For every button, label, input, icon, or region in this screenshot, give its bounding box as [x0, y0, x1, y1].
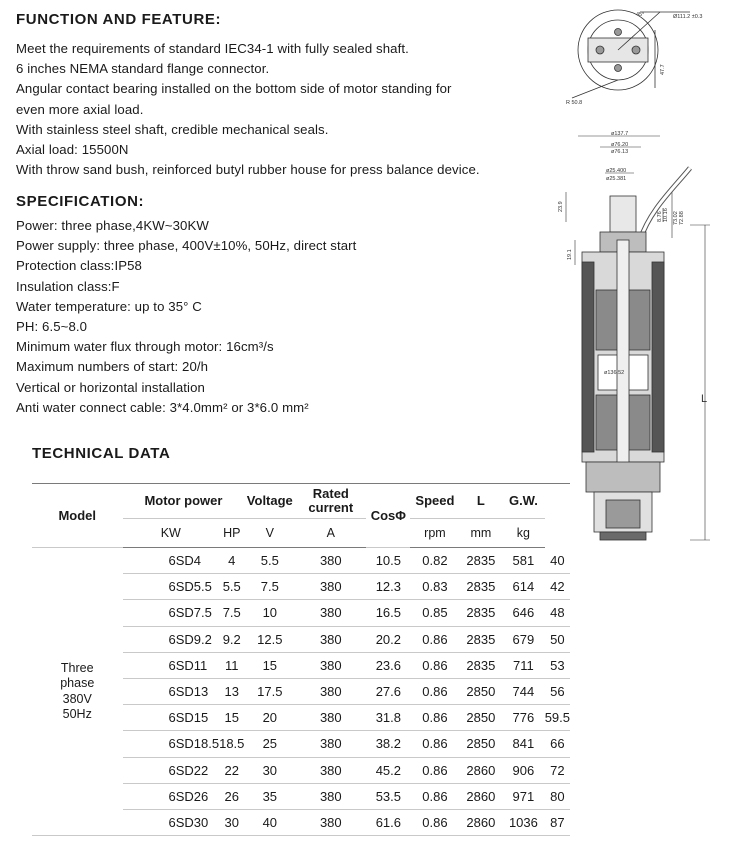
cell-speed: 2860: [460, 809, 503, 835]
specification-line: Minimum water flux through motor: 16cm³/s: [16, 339, 274, 355]
cell-model: 6SD13: [123, 678, 220, 704]
cell-length: 776: [502, 705, 545, 731]
drawing-label-23-9: 23.9: [558, 201, 564, 212]
cell-current: 27.6: [366, 678, 410, 704]
cell-cos: 0.86: [410, 705, 459, 731]
specification-line: PH: 6.5~8.0: [16, 319, 88, 335]
technical-data-heading: TECHNICAL DATA: [32, 445, 171, 462]
cell-hp: 30: [244, 757, 295, 783]
cell-kw: 7.5: [219, 600, 244, 626]
drawing-label-flange-diameter: Ø111.2 ±0.3: [673, 14, 703, 20]
function-list: [16, 39, 480, 180]
cell-kw: 11: [219, 652, 244, 678]
drawing-label-8-76: 8.76: [657, 211, 663, 222]
unit-kg: kg: [502, 519, 545, 548]
motor-technical-drawing: [555, 0, 730, 560]
cell-gw: 53: [545, 652, 570, 678]
cell-voltage: 380: [295, 600, 366, 626]
drawing-label-72-88: 72.88: [679, 211, 685, 225]
specification-list: [16, 216, 356, 418]
cell-hp: 7.5: [244, 574, 295, 600]
header-motor-power: Motor power: [123, 484, 245, 519]
cell-gw: 50: [545, 626, 570, 652]
function-line: even more axial load.: [16, 101, 144, 117]
drawing-label-radius: R 50.8: [566, 100, 583, 106]
header-cos: CosΦ: [366, 484, 410, 548]
function-heading: FUNCTION AND FEATURE:: [16, 11, 222, 28]
cell-speed: 2850: [460, 731, 503, 757]
header-speed: Speed: [410, 484, 459, 519]
cell-speed: 2835: [460, 626, 503, 652]
cell-hp: 17.5: [244, 678, 295, 704]
cell-hp: 10: [244, 600, 295, 626]
cell-voltage: 380: [295, 757, 366, 783]
cell-model: 6SD11: [123, 652, 220, 678]
cell-cos: 0.86: [410, 652, 459, 678]
cell-length: 646: [502, 600, 545, 626]
header-gw: G.W.: [502, 484, 545, 519]
function-line: Axial load: 15500N: [16, 142, 129, 158]
cell-length: 744: [502, 678, 545, 704]
cell-current: 31.8: [366, 705, 410, 731]
cell-current: 61.6: [366, 809, 410, 835]
cell-cos: 0.86: [410, 626, 459, 652]
cell-gw: 56: [545, 678, 570, 704]
group-label-line: phase: [60, 676, 95, 691]
table-row: [32, 548, 570, 574]
cell-length: 711: [502, 652, 545, 678]
cell-speed: 2860: [460, 757, 503, 783]
cell-kw: 22: [219, 757, 244, 783]
cell-voltage: 380: [295, 809, 366, 835]
cell-kw: 30: [219, 809, 244, 835]
cell-voltage: 380: [295, 731, 366, 757]
drawing-label-angle: 45°: [636, 12, 645, 18]
header-rated-current: Rated current: [295, 484, 366, 519]
cell-current: 10.5: [366, 548, 410, 574]
group-label-line: 380V: [62, 691, 92, 706]
table-header-row: [32, 484, 570, 519]
specification-line: Water temperature: up to 35° C: [16, 298, 202, 314]
cell-speed: 2850: [460, 678, 503, 704]
unit-rpm: rpm: [410, 519, 459, 548]
unit-v: V: [244, 519, 295, 548]
cell-cos: 0.86: [410, 809, 459, 835]
cell-length: 841: [502, 731, 545, 757]
specification-line: Maximum numbers of start: 20/h: [16, 359, 209, 375]
cell-gw: 72: [545, 757, 570, 783]
header-voltage: Voltage: [244, 484, 295, 519]
unit-hp: HP: [219, 519, 244, 548]
cell-model: 6SD26: [123, 783, 220, 809]
drawing-label-d136: ø136.52: [604, 370, 625, 376]
group-label-line: Three: [60, 660, 94, 675]
cell-current: 16.5: [366, 600, 410, 626]
specification-line: Anti water connect cable: 3*4.0mm² or 3*6.0 mm²: [16, 399, 309, 415]
cell-cos: 0.82: [410, 548, 459, 574]
header-length: L: [460, 484, 503, 519]
unit-kw: KW: [123, 519, 220, 548]
cell-current: 45.2: [366, 757, 410, 783]
drawing-label-10-16: 10.16: [663, 208, 669, 222]
cell-hp: 15: [244, 652, 295, 678]
cell-cos: 0.83: [410, 574, 459, 600]
group-label: [32, 548, 123, 836]
specification-line: Insulation class:F: [16, 278, 120, 294]
cell-speed: 2835: [460, 600, 503, 626]
cell-voltage: 380: [295, 652, 366, 678]
cell-current: 20.2: [366, 626, 410, 652]
cell-hp: 20: [244, 705, 295, 731]
cell-kw: 15: [219, 705, 244, 731]
drawing-label-d137: ø137.7: [611, 131, 629, 137]
cell-cos: 0.86: [410, 678, 459, 704]
cell-cos: 0.86: [410, 731, 459, 757]
cell-current: 53.5: [366, 783, 410, 809]
drawing-label-73-02: 73.02: [673, 211, 679, 225]
cell-hp: 35: [244, 783, 295, 809]
cell-gw: 48: [545, 600, 570, 626]
cell-cos: 0.85: [410, 600, 459, 626]
cell-kw: 26: [219, 783, 244, 809]
cell-model: 6SD18.5: [123, 731, 220, 757]
function-line: With stainless steel shaft, credible mechanical seals.: [16, 121, 329, 137]
cell-model: 6SD4: [123, 548, 220, 574]
cell-gw: 80: [545, 783, 570, 809]
function-line: With throw sand bush, reinforced butyl rubber house for press balance device.: [16, 162, 480, 178]
unit-mm: mm: [460, 519, 503, 548]
cell-kw: 4: [219, 548, 244, 574]
cell-hp: 40: [244, 809, 295, 835]
cell-current: 12.3: [366, 574, 410, 600]
cell-length: 1036: [502, 809, 545, 835]
cell-speed: 2835: [460, 574, 503, 600]
cell-kw: 5.5: [219, 574, 244, 600]
cell-model: 6SD5.5: [123, 574, 220, 600]
cell-speed: 2850: [460, 705, 503, 731]
header-model: Model: [32, 484, 123, 548]
drawing-label-19-1: 19.1: [567, 249, 573, 260]
cell-voltage: 380: [295, 783, 366, 809]
cell-voltage: 380: [295, 574, 366, 600]
cell-cos: 0.86: [410, 783, 459, 809]
cell-hp: 5.5: [244, 548, 295, 574]
cell-kw: 18.5: [219, 731, 244, 757]
specification-line: Vertical or horizontal installation: [16, 379, 205, 395]
flange-top-view: [572, 10, 690, 98]
drawing-label-47-7: 47.7: [660, 64, 666, 75]
cell-gw: 42: [545, 574, 570, 600]
cell-voltage: 380: [295, 548, 366, 574]
cell-current: 23.6: [366, 652, 410, 678]
cell-length: 971: [502, 783, 545, 809]
specification-line: Power: three phase,4KW~30KW: [16, 218, 209, 233]
cell-speed: 2835: [460, 652, 503, 678]
cell-hp: 25: [244, 731, 295, 757]
cell-kw: 9.2: [219, 626, 244, 652]
cell-voltage: 380: [295, 678, 366, 704]
group-label-line: 50Hz: [62, 707, 92, 722]
specification-line: Protection class:IP58: [16, 258, 142, 274]
motor-body-section: [582, 196, 664, 540]
cell-model: 6SD15: [123, 705, 220, 731]
specification-heading: SPECIFICATION:: [16, 193, 145, 210]
cell-current: 38.2: [366, 731, 410, 757]
cell-kw: 13: [219, 678, 244, 704]
cell-hp: 12.5: [244, 626, 295, 652]
cell-model: 6SD30: [123, 809, 220, 835]
cell-length: 906: [502, 757, 545, 783]
cell-voltage: 380: [295, 626, 366, 652]
function-line: Meet the requirements of standard IEC34-1 with fully sealed shaft.: [16, 41, 409, 56]
drawing-label-d25-400: ø25.400: [606, 168, 627, 174]
cell-model: 6SD7.5: [123, 600, 220, 626]
cell-voltage: 380: [295, 705, 366, 731]
cell-speed: 2860: [460, 783, 503, 809]
cell-cos: 0.86: [410, 757, 459, 783]
cell-gw: 40: [545, 548, 570, 574]
specification-line: Power supply: three phase, 400V±10%, 50Hz, direct start: [16, 238, 357, 254]
cell-gw: 87: [545, 809, 570, 835]
cell-gw: 66: [545, 731, 570, 757]
cell-speed: 2835: [460, 548, 503, 574]
cell-model: 6SD22: [123, 757, 220, 783]
technical-data-table: [32, 483, 570, 836]
cell-model: 6SD9.2: [123, 626, 220, 652]
drawing-label-d76-13: ø76.13: [611, 149, 629, 155]
drawing-label-d25-381: ø25.381: [606, 176, 627, 182]
cell-length: 614: [502, 574, 545, 600]
function-line: Angular contact bearing installed on the bottom side of motor standing for: [16, 81, 452, 97]
function-line: 6 inches NEMA standard flange connector.: [16, 61, 270, 77]
drawing-label-length: L: [701, 393, 708, 405]
cell-gw: 59.5: [545, 705, 570, 731]
unit-a: A: [295, 519, 366, 548]
drawing-label-d76-20: ø76.20: [611, 142, 629, 148]
cell-length: 581: [502, 548, 545, 574]
cell-length: 679: [502, 626, 545, 652]
